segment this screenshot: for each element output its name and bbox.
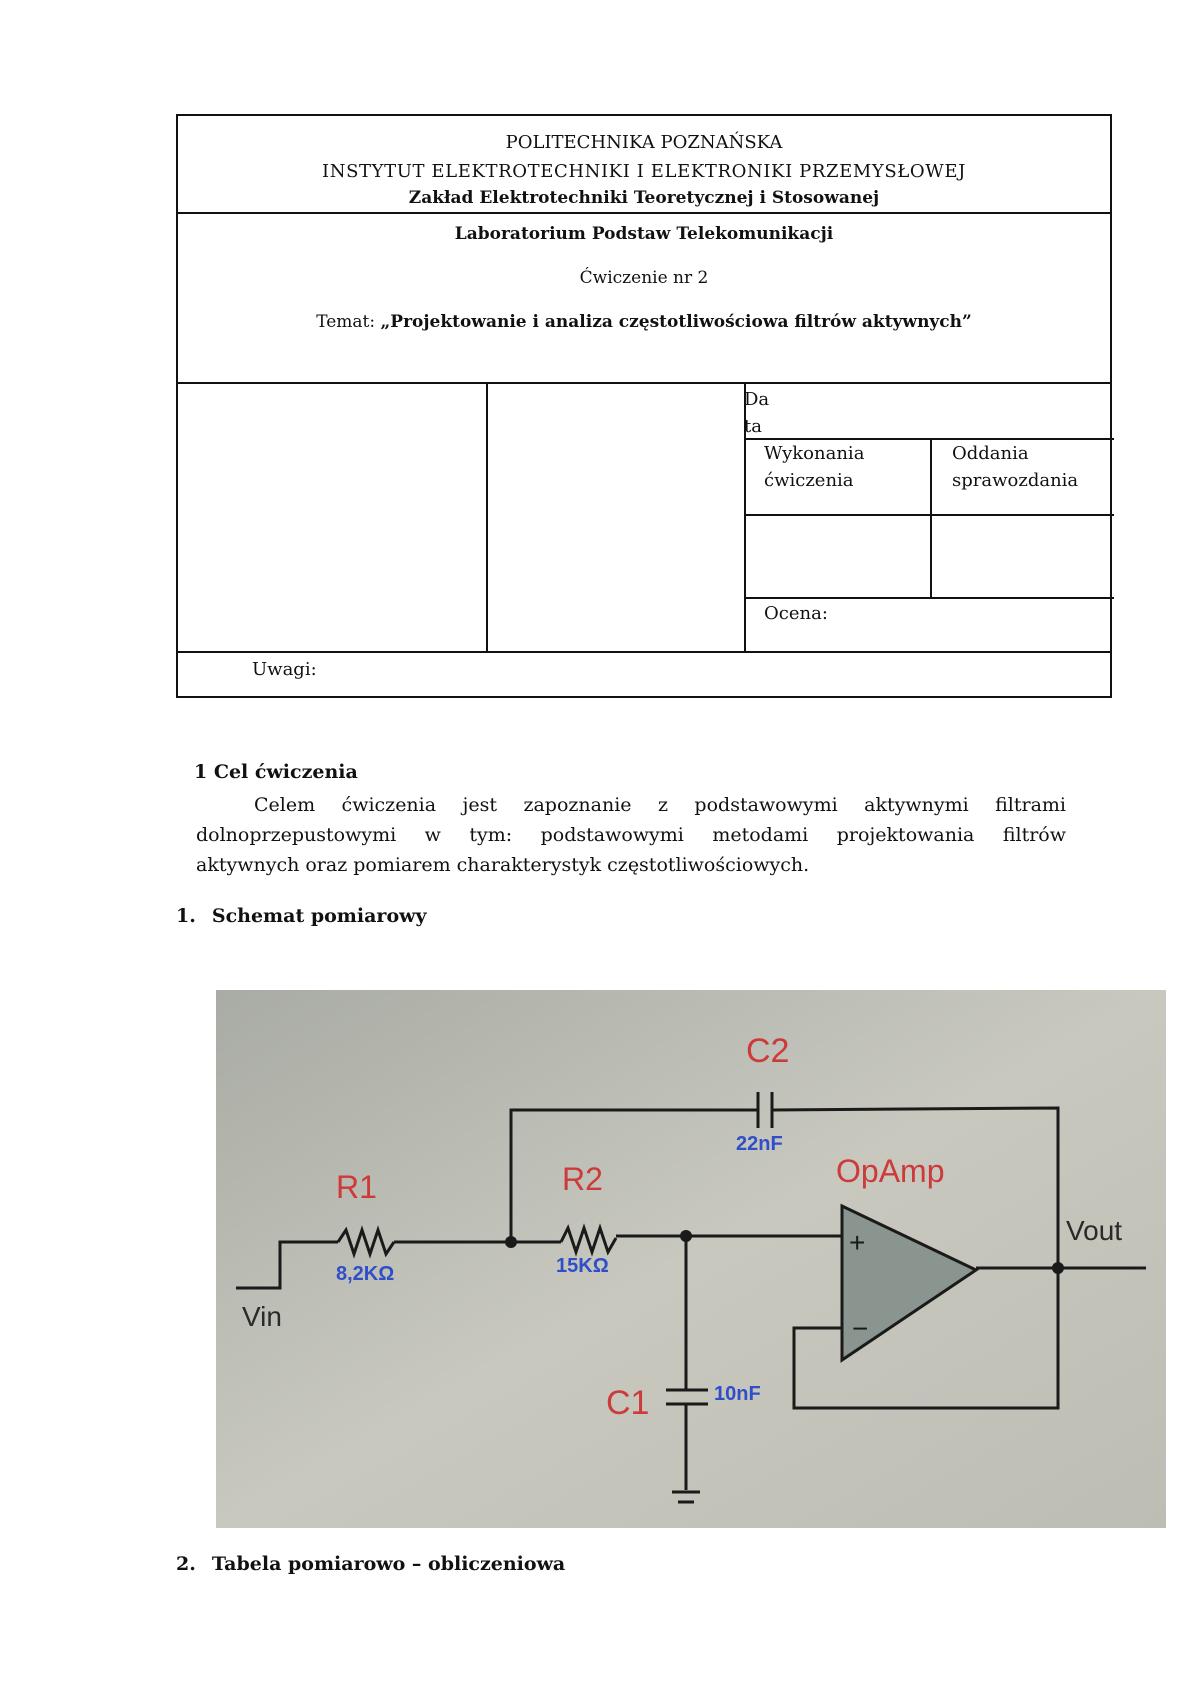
date-label: Da ta [744,389,770,437]
c2-value: 22nF [736,1133,783,1155]
junction-dot [505,1236,517,1248]
exercise-topic [178,312,1110,332]
header-table [176,114,1112,698]
divider [486,382,488,653]
c1-value: 10nF [714,1383,761,1405]
junction-dot [1052,1262,1064,1274]
lab-name: Laboratorium Podstaw Telekomunikacji [454,224,834,244]
section-schematic-heading [176,905,427,927]
section-goal-paragraph [196,790,1066,880]
topic-prefix: Temat: [316,312,381,332]
divider [178,382,1110,384]
circuit-schematic-photo [216,990,1166,1528]
section-title: Schemat pomiarowy [211,905,427,927]
divider [744,597,1114,599]
section-number: 1. [176,905,196,927]
remarks-label: Uwagi: [252,659,317,680]
section-number: 2. [176,1553,196,1575]
junction-dot [680,1230,692,1242]
vout-label: Vout [1066,1215,1123,1246]
divider [178,651,1110,653]
paragraph-line: dolnoprzepustowymi w tym: podstawowymi metodami projektowania filtrów [196,824,1066,846]
r1-label: R1 [336,1169,377,1205]
paragraph-line: Celem ćwiczenia jest zapoznanie z podstawowymi aktywnymi filtrami [254,794,1066,816]
r2-value: 15KΩ [556,1255,609,1277]
paragraph-line: aktywnych oraz pomiarem charakterystyk częstotliwościowych. [196,854,810,876]
section-goal-heading: 1 Cel ćwiczenia [194,761,358,783]
university-name: POLITECHNIKA POZNAŃSKA [505,132,783,153]
grade-label: Ocena: [764,603,828,624]
execution-date-label: Wykonania ćwiczenia [764,443,865,491]
c2-label: C2 [746,1032,790,1070]
divider [930,438,932,599]
submission-date-label: Oddania sprawozdania [952,443,1079,491]
divider [744,514,1114,516]
minus-input-label: − [852,1313,869,1344]
exercise-number: Ćwiczenie nr 2 [579,268,709,288]
r2-label: R2 [562,1161,603,1197]
institute-name: INSTYTUT ELEKTROTECHNIKI I ELEKTRONIKI PRZEMYSŁOWEJ [322,161,966,182]
divider [178,212,1110,214]
topic-title: „Projektowanie i analiza częstotliwościowa filtrów aktywnych” [380,312,972,332]
photo-background [216,990,1166,1528]
circuit-diagram [216,990,1166,1528]
opamp-label: OpAmp [836,1153,945,1189]
section-title: Tabela pomiarowo – obliczeniowa [211,1553,566,1575]
department-name: Zakład Elektrotechniki Teoretycznej i Stosowanej [408,188,880,208]
r1-value: 8,2KΩ [336,1263,395,1285]
vin-label: Vin [242,1301,282,1332]
plus-input-label: + [849,1227,866,1258]
section-table-heading [176,1553,565,1575]
c1-label: C1 [606,1384,650,1422]
